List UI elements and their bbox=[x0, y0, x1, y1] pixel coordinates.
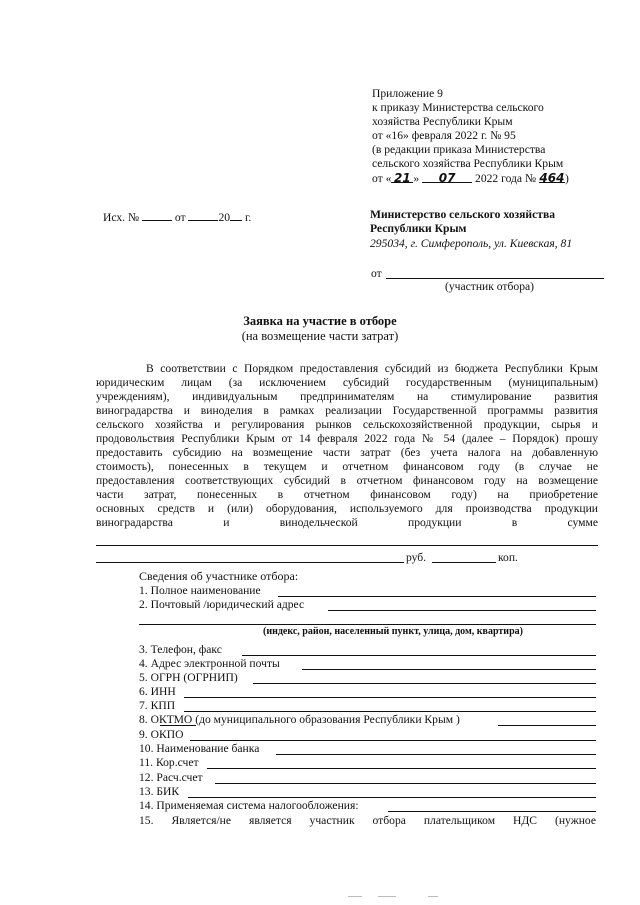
bik-input[interactable] bbox=[188, 797, 596, 798]
address-input-2[interactable] bbox=[139, 624, 596, 625]
kop-label: коп. bbox=[498, 551, 518, 564]
oktmo-input[interactable] bbox=[498, 725, 596, 726]
address-input[interactable] bbox=[328, 610, 596, 611]
body-line: виноградарства и винодельческой продукции в сумме bbox=[96, 516, 598, 529]
annex-line: хозяйства Республики Крым bbox=[372, 115, 513, 128]
sum-line-1[interactable] bbox=[96, 545, 598, 546]
recipient-name-1: Министерство сельского хозяйства bbox=[370, 208, 556, 221]
body-line: предоставления соответствующих субсидий в отчетном финансовом году на возмещение bbox=[96, 474, 598, 487]
body-line: продовольствия Республики Крым от 14 февраля 2022 года № 54 (далее – Порядок) прошу bbox=[96, 432, 598, 445]
annex-line: к приказу Министерства сельского bbox=[372, 101, 544, 114]
field-address: 2. Почтовый /юридический адрес bbox=[139, 598, 305, 611]
outgoing-number-blank[interactable] bbox=[142, 209, 172, 221]
body-line: сельского хозяйства и регулирования рынков сельскохозяйственной продукции, сырья и bbox=[96, 418, 598, 431]
field-ogrn: 5. ОГРН (ОГРНИП) bbox=[139, 671, 238, 684]
recipient-name-2: Республики Крым bbox=[370, 222, 467, 235]
rub-label: руб. bbox=[406, 551, 427, 564]
fields-heading: Сведения об участнике отбора: bbox=[139, 569, 299, 583]
annex-edition-date: от « 21 » 07 2022 года № 464) bbox=[372, 171, 569, 185]
ogrn-input[interactable] bbox=[253, 683, 596, 684]
corr-account-input[interactable] bbox=[207, 768, 596, 769]
scan-artifact bbox=[378, 896, 396, 897]
from-label: от bbox=[371, 267, 382, 280]
phone-input[interactable] bbox=[242, 655, 596, 656]
field-vat-payer: 15. Является/не является участник отбора плательщиком НДС (нужное bbox=[139, 814, 596, 827]
handwritten-month: 07 bbox=[422, 171, 472, 183]
page-title: Заявка на участие в отборе bbox=[243, 314, 397, 328]
inn-input[interactable] bbox=[184, 697, 596, 698]
body-line: основных средств и (или) оборудования, используемого для производства продукции bbox=[96, 502, 598, 515]
body-line: части затрат, понесенных в отчетном финансовом году) на приобретение bbox=[96, 488, 598, 501]
field-okpo: 9. ОКПО bbox=[139, 728, 184, 741]
body-line: В соответствии с Порядком предоставления субсидий из бюджета Республики Крым bbox=[146, 362, 598, 375]
body-paragraph bbox=[96, 362, 598, 530]
full-name-input[interactable] bbox=[278, 596, 596, 597]
annex-line: сельского хозяйства Республики Крым bbox=[372, 157, 564, 170]
from-line[interactable] bbox=[386, 278, 604, 279]
body-line: стоимость), понесенных в текущем и отчетном финансовом году (в случае не bbox=[96, 460, 598, 473]
oktmo-underline bbox=[160, 725, 196, 726]
outgoing-year-blank[interactable] bbox=[230, 209, 242, 221]
body-line: учреждениям), индивидуальным предпринимателям на стимулирование развития bbox=[96, 390, 598, 403]
field-corr-account: 11. Кор.счет bbox=[139, 756, 199, 769]
sum-line-2[interactable] bbox=[96, 562, 404, 563]
outgoing-number: Исх. № от 20 г. bbox=[103, 211, 252, 224]
field-kpp: 7. КПП bbox=[139, 699, 176, 712]
annex-line: от «16» февраля 2022 г. № 95 bbox=[372, 129, 516, 142]
field-email: 4. Адрес электронной почты bbox=[139, 657, 280, 670]
field-settlement-account: 12. Расч.счет bbox=[139, 771, 203, 784]
annex-line: (в редакции приказа Министерства bbox=[372, 143, 546, 156]
field-bik: 13. БИК bbox=[139, 785, 180, 798]
tax-system-input[interactable] bbox=[388, 811, 596, 812]
rub-blank[interactable] bbox=[432, 562, 496, 563]
field-phone: 3. Телефон, факс bbox=[139, 643, 222, 656]
scan-artifact bbox=[348, 896, 362, 897]
scan-artifact bbox=[428, 896, 438, 897]
field-bank: 10. Наименование банка bbox=[139, 742, 260, 755]
annex-block bbox=[372, 87, 569, 186]
body-line: юридическим лицам (за исключением субсидий государственным (муниципальным) bbox=[96, 376, 598, 389]
settlement-account-input[interactable] bbox=[215, 783, 596, 784]
annex-title: Приложение 9 bbox=[372, 87, 443, 100]
okpo-input[interactable] bbox=[190, 740, 596, 741]
field-oktmo: 8. ОКТМО (до муниципального образования Республики Крым ) bbox=[139, 713, 460, 726]
handwritten-number: 464 bbox=[539, 171, 565, 185]
outgoing-date-blank[interactable] bbox=[188, 209, 218, 221]
recipient-address: 295034, г. Симферополь, ул. Киевская, 81 bbox=[370, 237, 573, 250]
field-tax-system: 14. Применяемая система налогообложения: bbox=[139, 799, 359, 812]
body-line: предоставить субсидию на возмещение части затрат (без учета налога на добавленную bbox=[96, 446, 598, 459]
field-inn: 6. ИНН bbox=[139, 685, 176, 698]
email-input[interactable] bbox=[302, 669, 596, 670]
kpp-input[interactable] bbox=[184, 711, 596, 712]
field-full-name: 1. Полное наименование bbox=[139, 584, 261, 597]
address-caption: (индекс, район, населенный пункт, улица, дом, квартира) bbox=[263, 626, 523, 637]
bank-input[interactable] bbox=[276, 754, 596, 755]
participant-caption: (участник отбора) bbox=[445, 280, 534, 293]
handwritten-day: 21 bbox=[391, 171, 413, 183]
body-line: виноградарства и виноделия в рамках реализации Государственной программы развития bbox=[96, 404, 598, 417]
page-subtitle: (на возмещение части затрат) bbox=[241, 329, 399, 343]
